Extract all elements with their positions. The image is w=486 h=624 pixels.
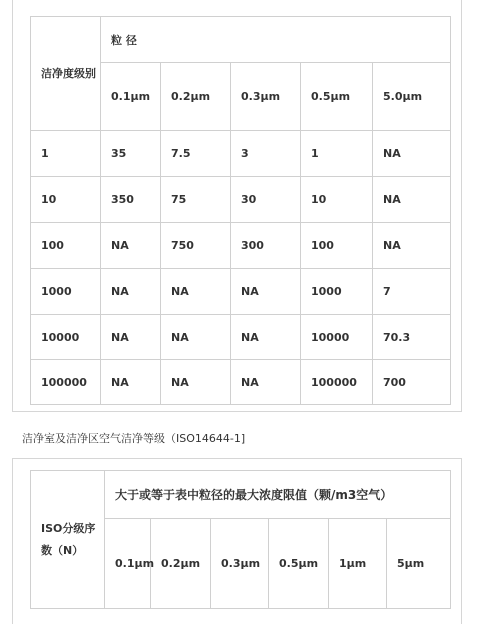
- header-cleanliness-class: 洁净度级别: [31, 17, 101, 131]
- table-cell: 100: [301, 223, 373, 269]
- table-cell: NA: [101, 223, 161, 269]
- table-cell: 10000: [301, 315, 373, 360]
- table-cell: NA: [373, 223, 451, 269]
- cleanliness-table: [30, 16, 451, 405]
- table-cell: 750: [161, 223, 231, 269]
- table-cell: 7.5: [161, 131, 231, 177]
- table-cell: 1000: [301, 269, 373, 315]
- table-cell: NA: [231, 315, 301, 360]
- size-header: 0.3μm: [211, 519, 269, 609]
- header-particle-size: 粒 径: [101, 17, 451, 63]
- table-cell: 7: [373, 269, 451, 315]
- table-cell: NA: [161, 360, 231, 405]
- table-cell: 30: [231, 177, 301, 223]
- table-cell: NA: [161, 269, 231, 315]
- table-caption: 洁净室及洁净区空气洁净等级（ISO14644-1]: [22, 432, 246, 445]
- size-header: 5.0μm: [373, 63, 451, 131]
- table-cell: 10: [31, 177, 101, 223]
- size-header: 0.2μm: [161, 63, 231, 131]
- table-row: [31, 315, 451, 360]
- table-cell: 10: [301, 177, 373, 223]
- table-cell: 100: [31, 223, 101, 269]
- size-header: 1μm: [329, 519, 387, 609]
- table-cell: 100000: [301, 360, 373, 405]
- iso-class-table: [30, 470, 451, 609]
- table-cell: 100000: [31, 360, 101, 405]
- size-header: 0.1μm: [101, 63, 161, 131]
- size-header: 0.2μm: [151, 519, 211, 609]
- table-cell: 1: [301, 131, 373, 177]
- table-cell: NA: [101, 315, 161, 360]
- header-max-concentration: 大于或等于表中粒径的最大浓度限值（颗/m3空气）: [105, 471, 451, 519]
- table-row: [31, 131, 451, 177]
- table-cell: 1: [31, 131, 101, 177]
- table-cell: 700: [373, 360, 451, 405]
- size-header: 0.3μm: [231, 63, 301, 131]
- table-cell: 350: [101, 177, 161, 223]
- size-header: 0.1μm: [105, 519, 151, 609]
- table-cell: 1000: [31, 269, 101, 315]
- table-cell: 10000: [31, 315, 101, 360]
- table-row: [31, 177, 451, 223]
- table-row: [31, 269, 451, 315]
- table-cell: 300: [231, 223, 301, 269]
- size-header: 0.5μm: [269, 519, 329, 609]
- size-header: 5μm: [387, 519, 451, 609]
- table-cell: NA: [231, 269, 301, 315]
- table-cell: 75: [161, 177, 231, 223]
- table-cell: NA: [231, 360, 301, 405]
- table-row: [31, 223, 451, 269]
- table-cell: NA: [373, 177, 451, 223]
- table-cell: 35: [101, 131, 161, 177]
- table-cell: NA: [101, 360, 161, 405]
- header-iso-class: ISO分级序数（N）: [31, 471, 105, 609]
- table-cell: 3: [231, 131, 301, 177]
- table-cell: 70.3: [373, 315, 451, 360]
- size-header: 0.5μm: [301, 63, 373, 131]
- table-cell: NA: [101, 269, 161, 315]
- table-row: [31, 360, 451, 405]
- table-cell: NA: [161, 315, 231, 360]
- table-cell: NA: [373, 131, 451, 177]
